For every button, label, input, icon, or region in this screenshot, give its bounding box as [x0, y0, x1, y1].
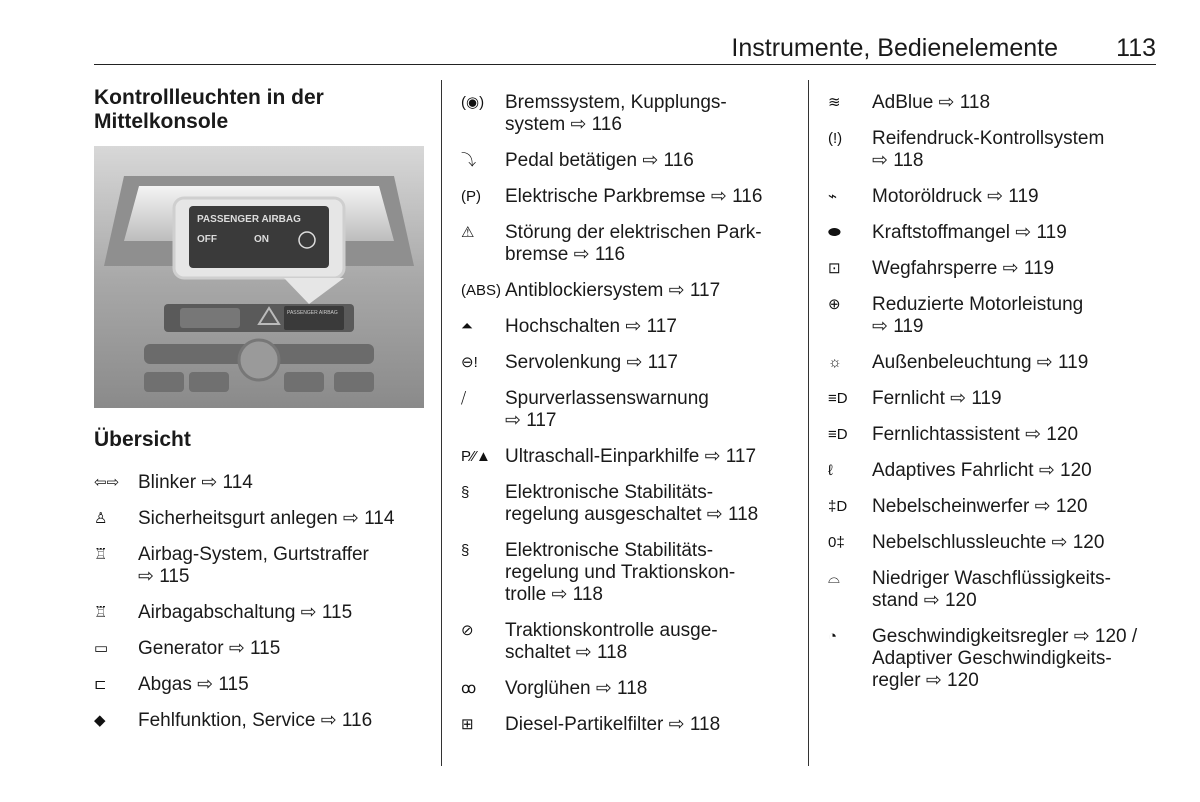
section-heading-line-2: Mittelkonsole — [94, 110, 229, 133]
indicator-text-line: Kraftstoffmangel ⇨ 119 — [872, 222, 1067, 243]
reduced-power-icon: ⊕ — [828, 296, 841, 313]
esc-icon: § — [461, 542, 470, 559]
high-beam-icon: ≡D — [828, 390, 848, 407]
indicator-text-line: bremse ⇨ 116 — [505, 244, 626, 265]
indicator-text-line: stand ⇨ 120 — [872, 590, 977, 611]
column-divider-1 — [441, 80, 442, 766]
indicator-text-line: Abgas ⇨ 115 — [138, 674, 249, 695]
indicator-text-line: Wegfahrsperre ⇨ 119 — [872, 258, 1055, 279]
center-console-photo — [94, 146, 424, 408]
indicator-text-line: Außenbeleuchtung ⇨ 119 — [872, 352, 1089, 373]
traction-off-icon: ⊘ — [461, 622, 474, 639]
indicator-text-line: Fernlichtassistent ⇨ 120 — [872, 424, 1079, 445]
indicator-text-line: Adaptiver Geschwindigkeits- — [872, 648, 1112, 669]
turn-signal-icon: ⇦⇨ — [94, 474, 120, 491]
indicator-text-line: Nebelscheinwerfer ⇨ 120 — [872, 496, 1088, 517]
parking-assist-icon: P⁄⁄▲ — [461, 448, 491, 465]
indicator-text-line: system ⇨ 116 — [505, 114, 622, 135]
indicator-text-line: Generator ⇨ 115 — [138, 638, 281, 659]
indicator-text-line: Niedriger Waschflüssigkeits- — [872, 568, 1111, 589]
indicator-text-line: regelung ausgeschaltet ⇨ 118 — [505, 504, 759, 525]
indicator-text-line: Diesel-Partikelfilter ⇨ 118 — [505, 714, 721, 735]
photo-on-label: ON — [254, 234, 269, 245]
section-heading — [94, 86, 324, 134]
indicator-text-line: AdBlue ⇨ 118 — [872, 92, 991, 113]
esc-off-icon: § — [461, 484, 470, 501]
immobilizer-icon: ⊡ — [828, 260, 841, 277]
high-beam-assist-icon: ≡D — [828, 426, 848, 443]
steering-icon: ⊖! — [461, 354, 478, 371]
photo-panel-title: PASSENGER AIRBAG — [197, 214, 301, 225]
indicator-text-line: Adaptives Fahrlicht ⇨ 120 — [872, 460, 1092, 481]
car-service-icon: ◆ — [94, 712, 106, 729]
adblue-icon: ≋ — [828, 94, 841, 111]
indicator-text-line: Elektrische Parkbremse ⇨ 116 — [505, 186, 763, 207]
engine-exhaust-icon: ⊏ — [94, 676, 107, 693]
exterior-light-icon: ☼ — [828, 354, 842, 371]
indicator-text-line: Antiblockiersystem ⇨ 117 — [505, 280, 721, 301]
rear-fog-icon: 0‡ — [828, 534, 845, 551]
indicator-text-line: Spurverlassenswarnung — [505, 388, 709, 409]
seatbelt-icon: ♙ — [94, 510, 108, 527]
indicator-text-line: Elektronische Stabilitäts- — [505, 482, 714, 503]
overview-heading: Übersicht — [94, 428, 191, 451]
indicator-text-line: Fernlicht ⇨ 119 — [872, 388, 1002, 409]
indicator-text-line: Hochschalten ⇨ 117 — [505, 316, 677, 337]
page-number: 113 — [1116, 34, 1156, 62]
parking-brake-fault-icon: ⚠ — [461, 224, 475, 241]
section-heading-line-1: Kontrollleuchten in der — [94, 86, 324, 109]
indicator-text-line: Reifendruck-Kontrollsystem — [872, 128, 1105, 149]
indicator-text-line: Fehlfunktion, Service ⇨ 116 — [138, 710, 373, 731]
indicator-text-line: Traktionskontrolle ausge- — [505, 620, 718, 641]
indicator-text-line: Geschwindigkeitsregler ⇨ 120 / — [872, 626, 1138, 647]
indicator-text-line: Pedal betätigen ⇨ 116 — [505, 150, 694, 171]
pedal-icon: ⤵ — [461, 152, 477, 169]
indicator-text-line: Störung der elektrischen Park- — [505, 222, 762, 243]
indicator-text-line: schaltet ⇨ 118 — [505, 642, 628, 663]
airbag-icon: ♖ — [94, 546, 108, 563]
brake-system-icon: (◉) — [461, 94, 485, 111]
battery-icon: ▭ — [94, 640, 109, 657]
indicator-text-line: trolle ⇨ 118 — [505, 584, 603, 605]
parking-brake-icon: (P) — [461, 188, 481, 205]
indicator-text-line: Ultraschall-Einparkhilfe ⇨ 117 — [505, 446, 757, 467]
indicator-text-line: ⇨ 118 — [872, 150, 924, 171]
indicator-text-line: regelung und Traktionskon- — [505, 562, 736, 583]
oil-pressure-icon: ⌁ — [828, 188, 838, 205]
indicator-text-line: ⇨ 117 — [505, 410, 557, 431]
tire-pressure-icon: (!) — [828, 130, 843, 147]
indicator-text-line: Reduzierte Motorleistung — [872, 294, 1084, 315]
header-rule — [94, 64, 1156, 65]
photo-off-label: OFF — [197, 234, 217, 245]
running-header-title: Instrumente, Bedienelemente — [731, 34, 1058, 62]
indicator-text-line: ⇨ 115 — [138, 566, 190, 587]
indicator-text-line: Sicherheitsgurt anlegen ⇨ 114 — [138, 508, 395, 529]
indicator-text-line: ⇨ 119 — [872, 316, 924, 337]
indicator-text-line: Airbagabschaltung ⇨ 115 — [138, 602, 353, 623]
indicator-text-line: Elektronische Stabilitäts- — [505, 540, 714, 561]
indicator-text-line: Airbag-System, Gurtstraffer — [138, 544, 369, 565]
diesel-filter-icon: ⊞ — [461, 716, 474, 733]
cruise-control-icon: ◔ — [828, 628, 838, 645]
abs-icon: (ABS) — [461, 282, 502, 299]
indicator-text-line: Servolenkung ⇨ 117 — [505, 352, 678, 373]
column-divider-2 — [808, 80, 809, 766]
indicator-text-line: Blinker ⇨ 114 — [138, 472, 253, 493]
adaptive-light-icon: ℓ — [828, 462, 833, 479]
indicator-text-line: Nebelschlussleuchte ⇨ 120 — [872, 532, 1105, 553]
airbag-off-icon: ♖ — [94, 604, 108, 621]
photo-small-panel-label: PASSENGER AIRBAG — [287, 310, 338, 316]
shift-up-icon: ⏶ — [461, 318, 474, 335]
indicator-text-line: Motoröldruck ⇨ 119 — [872, 186, 1039, 207]
lane-departure-icon: ⧸ — [461, 390, 467, 407]
glow-plug-icon: ꝏ — [461, 680, 477, 697]
indicator-text-line: regler ⇨ 120 — [872, 670, 979, 691]
fuel-low-icon: ⬬ — [828, 224, 841, 241]
indicator-text-line: Vorglühen ⇨ 118 — [505, 678, 648, 699]
washer-fluid-icon: ⌓ — [828, 570, 840, 587]
indicator-text-line: Bremssystem, Kupplungs- — [505, 92, 727, 113]
fog-light-icon: ‡D — [828, 498, 848, 515]
